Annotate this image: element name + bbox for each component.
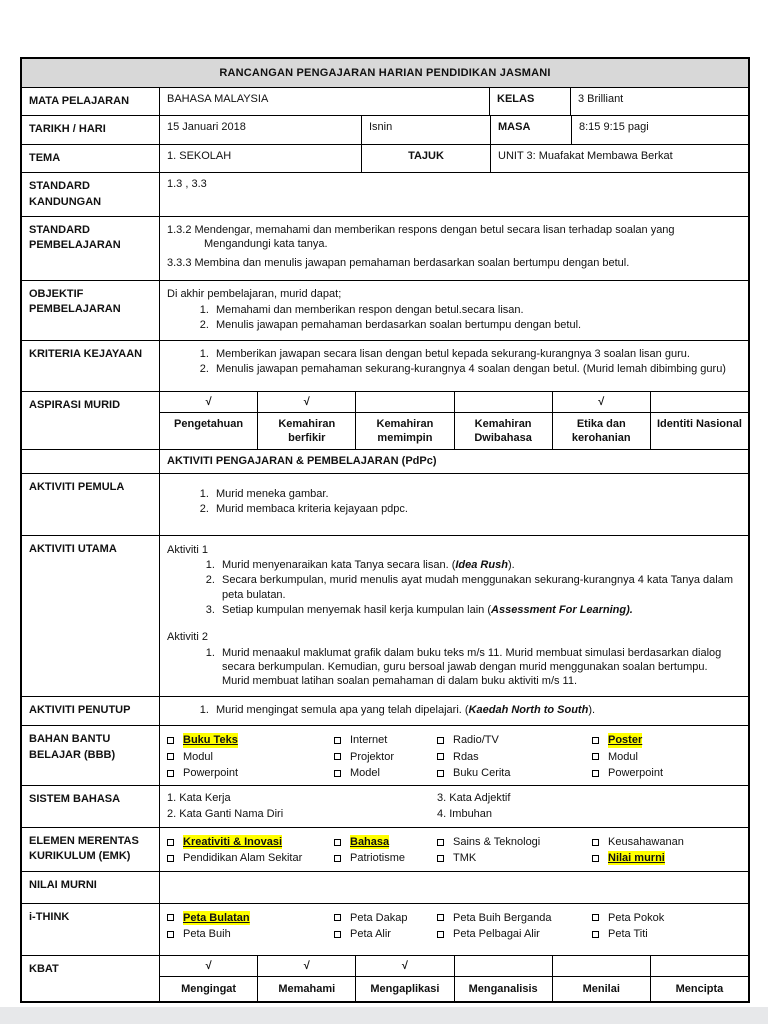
checkbox-label: TMK	[453, 852, 477, 865]
checkbox-icon	[334, 737, 341, 744]
tajuk-label: TAJUK	[361, 145, 490, 172]
checkbox-item	[585, 910, 748, 926]
row-objektif	[22, 281, 748, 341]
row-standard-pembelajaran	[22, 217, 748, 281]
standard-kandungan-label: STANDARD KANDUNGAN	[22, 173, 160, 216]
mata-pelajaran-label: MATA PELAJARAN	[22, 88, 160, 115]
checkbox-icon	[334, 931, 341, 938]
checkbox-icon	[334, 839, 341, 846]
row-aktiviti-pemula	[22, 474, 748, 536]
row-ithink	[22, 904, 748, 956]
checkbox-label: Peta Pelbagai Alir	[453, 927, 540, 940]
sistem-bahasa-col2	[430, 791, 748, 822]
checkbox-label: Model	[350, 767, 380, 779]
checkbox-item	[327, 926, 430, 942]
list-item: 1. Kata Kerja	[167, 792, 231, 805]
checkbox-label: Kreativiti & Inovasi	[183, 835, 283, 848]
checkbox-item	[585, 732, 748, 748]
row-aktiviti-penutup	[22, 697, 748, 726]
checkmark-icon	[552, 956, 650, 976]
ithink-column-3	[430, 910, 585, 951]
emphasis-text: Assessment For Learning).	[491, 603, 633, 616]
aspirasi-column-label: Pengetahuan	[174, 417, 244, 430]
list-item: 2. Menulis jawapan pemahaman sekurang-kurangnya 4 soalan dengan betul. (Murid lemah dibimbing guru)	[212, 362, 740, 376]
kriteria-value	[160, 341, 748, 391]
lesson-plan-table	[20, 57, 750, 1003]
checkbox-item	[585, 834, 748, 850]
tema-label: TEMA	[22, 145, 160, 172]
standard-pembelajaran-value	[160, 217, 748, 280]
nilai-murni-value	[160, 872, 748, 903]
row-emk	[22, 828, 748, 872]
row-pdpc-header	[22, 450, 748, 473]
tajuk-value: UNIT 3: Muafakat Membawa Berkat	[490, 145, 748, 172]
checkbox-icon	[334, 855, 341, 862]
checkbox-item	[430, 765, 585, 781]
emk-column-4	[585, 834, 748, 867]
list-item: 2. Menulis jawapan pemahaman berdasarkan soalan bertumpu dengan betul.	[212, 318, 740, 332]
checkbox-label: Peta Alir	[350, 927, 391, 940]
emk-column-1	[160, 834, 327, 867]
checkmark-icon	[454, 956, 552, 976]
checkbox-label: Internet	[350, 734, 388, 747]
kelas-label: KELAS	[489, 88, 570, 115]
page-bottom-gap	[0, 1007, 768, 1024]
kbat-column-label: Menganalisis	[454, 977, 552, 1001]
aspirasi-label: ASPIRASI MURID	[22, 392, 160, 450]
objektif-intro: Di akhir pembelajaran, murid dapat;	[167, 287, 342, 300]
checkbox-icon	[437, 914, 444, 921]
list-item: 2. Secara berkumpulan, murid menulis ayat mudah menggunakan sekurang-kurangnya 4 kata Tanya dalam peta bulatan.	[218, 573, 734, 602]
checkbox-label: Powerpoint	[183, 767, 239, 779]
ithink-column-1	[160, 910, 327, 951]
kbat-column-label: Mengingat	[181, 982, 237, 995]
mata-pelajaran-value: BAHASA MALAYSIA	[167, 93, 269, 105]
row-bahan-bantu-belajar	[22, 726, 748, 786]
checkbox-icon	[334, 770, 341, 777]
checkbox-label: Modul	[183, 750, 213, 763]
checkbox-item	[160, 732, 327, 748]
standard-kandungan-value: 1.3 , 3.3	[167, 178, 207, 191]
checkbox-label: Peta Dakap	[350, 911, 408, 924]
list-item: 1. Murid mengingat semula apa yang telah dipelajari. (Kaedah North to South).	[212, 703, 740, 717]
checkbox-item	[430, 926, 585, 942]
aspirasi-column-label: Etika dan kerohanian	[552, 413, 650, 450]
checkbox-icon	[592, 914, 599, 921]
checkbox-label: Peta Pokok	[608, 911, 665, 924]
checkbox-icon	[437, 737, 444, 744]
document-title: RANCANGAN PENGAJARAN HARIAN PENDIDIKAN JASMANI	[219, 66, 551, 79]
checkmark-icon: √	[355, 956, 453, 976]
checkmark-icon: √	[205, 959, 212, 972]
checkbox-icon	[592, 839, 599, 846]
checkbox-item	[327, 910, 430, 926]
checkbox-label: Bahasa	[350, 835, 390, 848]
checkbox-item	[160, 910, 327, 926]
checkbox-icon	[437, 931, 444, 938]
checkbox-label: Buku Cerita	[453, 767, 511, 779]
list-item: 1. Memahami dan memberikan respon dengan betul.secara lisan.	[212, 303, 740, 317]
checkbox-icon	[167, 855, 174, 862]
checkmark-icon	[650, 392, 748, 412]
checkbox-icon	[592, 753, 599, 760]
checkbox-icon	[437, 753, 444, 760]
checkbox-item	[430, 834, 585, 850]
emk-label: ELEMEN MERENTAS KURIKULUM (EMK)	[22, 828, 160, 871]
list-item: 1. Memberikan jawapan secara lisan dengan betul kepada sekurang-kurangnya 3 soalan lisan guru.	[212, 347, 740, 361]
checkbox-label: Peta Buih	[183, 927, 231, 940]
standard-item: 3.3.3 Membina dan menulis jawapan pemahaman berdasarkan soalan bertumpu dengan betul.	[167, 256, 630, 269]
list-item: 2. Kata Ganti Nama Diri	[167, 807, 284, 820]
kbat-column-label: Mencipta	[650, 977, 748, 1001]
masa-value: 8:15 9:15 pagi	[571, 116, 748, 143]
checkbox-item	[585, 850, 748, 866]
checkbox-item	[327, 850, 430, 866]
aspirasi-column-label: Kemahiran Dwibahasa	[454, 413, 552, 450]
list-item: 4. Imbuhan	[437, 807, 493, 820]
row-tarikh-hari	[22, 116, 748, 144]
checkbox-icon	[592, 737, 599, 744]
tarikh-value: 15 Januari 2018	[167, 121, 246, 134]
list-item: 3. Setiap kumpulan menyemak hasil kerja kumpulan lain (Assessment For Learning).	[218, 603, 734, 617]
bbb-column-1	[160, 732, 327, 781]
row-aktiviti-utama	[22, 536, 748, 698]
aktiviti2-title: Aktiviti 2	[167, 631, 208, 644]
checkbox-item	[430, 850, 585, 866]
checkbox-label: Nilai murni	[608, 852, 665, 865]
masa-label: MASA	[490, 116, 571, 143]
kbat-column-label: Mengaplikasi	[355, 977, 453, 1001]
checkbox-icon	[437, 770, 444, 777]
emk-column-3	[430, 834, 585, 867]
checkbox-icon	[437, 839, 444, 846]
checkmark-icon: √	[257, 392, 355, 412]
checkbox-icon	[592, 931, 599, 938]
checkbox-icon	[167, 770, 174, 777]
checkbox-item	[160, 926, 327, 942]
kelas-value: 3 Brilliant	[570, 88, 748, 115]
checkbox-item	[585, 749, 748, 765]
pdpc-header: AKTIVITI PENGAJARAN & PEMBELAJARAN (PdPc)	[167, 455, 437, 468]
aspirasi-column-label: Kemahiran memimpin	[355, 413, 453, 450]
checkmark-icon: √	[205, 395, 212, 408]
aktiviti-utama-label: AKTIVITI UTAMA	[22, 536, 160, 697]
checkmark-icon: √	[552, 392, 650, 412]
kbat-label: KBAT	[22, 956, 160, 1001]
row-sistem-bahasa	[22, 786, 748, 828]
checkbox-icon	[167, 839, 174, 846]
checkbox-label: Radio/TV	[453, 734, 499, 747]
checkbox-item	[430, 732, 585, 748]
bbb-column-4	[585, 732, 748, 781]
kriteria-label: KRITERIA KEJAYAAN	[22, 341, 160, 391]
tarikh-label: TARIKH / HARI	[22, 116, 160, 143]
checkmark-icon	[650, 956, 748, 976]
checkbox-item	[585, 765, 748, 781]
checkbox-item	[430, 910, 585, 926]
checkbox-item	[585, 926, 748, 942]
checkbox-label: Buku Teks	[183, 734, 238, 747]
checkbox-icon	[334, 753, 341, 760]
aktiviti1-title: Aktiviti 1	[167, 543, 208, 556]
checkbox-icon	[592, 770, 599, 777]
list-item: 3. Kata Adjektif	[437, 792, 511, 805]
checkbox-item	[327, 834, 430, 850]
checkbox-label: Patriotisme	[350, 852, 406, 865]
list-item: 2. Murid membaca kriteria kejayaan pdpc.	[212, 502, 740, 516]
checkbox-label: Peta Titi	[608, 927, 648, 940]
row-aspirasi-murid	[22, 392, 748, 451]
aktiviti-pemula-label: AKTIVITI PEMULA	[22, 474, 160, 535]
checkbox-item	[327, 732, 430, 748]
checkbox-label: Modul	[608, 750, 638, 763]
ithink-column-2	[327, 910, 430, 951]
emphasis-text: Idea Rush	[455, 559, 508, 572]
checkbox-label: Peta Bulatan	[183, 911, 250, 924]
standard-item: 1.3.2 Mendengar, memahami dan memberikan respons dengan betul secara lisan terhadap soalan yang Mengandungi kata tanya.	[167, 223, 675, 251]
emk-column-2	[327, 834, 430, 867]
aspirasi-column-label: Identiti Nasional	[650, 413, 748, 450]
checkmark-icon	[454, 392, 552, 412]
sistem-bahasa-col1	[160, 791, 430, 822]
nilai-murni-label: NILAI MURNI	[22, 872, 160, 903]
tema-value: 1. SEKOLAH	[167, 149, 232, 162]
checkbox-icon	[334, 914, 341, 921]
sistem-bahasa-label: SISTEM BAHASA	[22, 786, 160, 827]
aktiviti-penutup-label: AKTIVITI PENUTUP	[22, 697, 160, 725]
checkbox-label: Poster	[608, 734, 643, 747]
checkmark-icon: √	[257, 956, 355, 976]
kbat-label-row	[160, 977, 748, 1001]
checkbox-label: Peta Buih Berganda	[453, 911, 552, 924]
row-tema-tajuk	[22, 145, 748, 173]
checkbox-icon	[167, 753, 174, 760]
row-nilai-murni	[22, 872, 748, 904]
kbat-column-label: Memahami	[257, 977, 355, 1001]
row-kbat	[22, 956, 748, 1001]
list-item: 1. Murid meneka gambar.	[212, 487, 740, 501]
checkbox-item	[327, 749, 430, 765]
checkmark-icon	[355, 392, 453, 412]
ithink-label: i-THINK	[22, 904, 160, 955]
aspirasi-column-label: Kemahiran berfikir	[257, 413, 355, 450]
checkbox-label: Pendidikan Alam Sekitar	[183, 852, 303, 865]
checkbox-item	[327, 765, 430, 781]
aspirasi-check-row	[160, 392, 748, 413]
checkbox-item	[160, 834, 327, 850]
list-item: 1. Murid menyenaraikan kata Tanya secara lisan. (Idea Rush).	[218, 558, 734, 572]
checkbox-item	[160, 850, 327, 866]
kbat-column-label: Menilai	[552, 977, 650, 1001]
row-kriteria-kejayaan	[22, 341, 748, 392]
row-standard-kandungan	[22, 173, 748, 217]
checkbox-label: Projektor	[350, 750, 395, 763]
checkbox-icon	[167, 931, 174, 938]
pdpc-empty-label	[22, 450, 160, 472]
standard-pembelajaran-label: STANDARD PEMBELAJARAN	[22, 217, 160, 280]
checkbox-label: Keusahawanan	[608, 835, 684, 848]
bbb-column-3	[430, 732, 585, 781]
kbat-check-row	[160, 956, 748, 977]
checkbox-item	[160, 749, 327, 765]
checkbox-item	[160, 765, 327, 781]
list-item: 1. Murid menaakul maklumat grafik dalam buku teks m/s 11. Murid membuat simulasi berdasarkan dialog secara berkumpulan. Kemudian, guru bersoal jawab dengan murid menggunakan soalan bertumpu. Murid membuat latihan soalan pemahaman di dalam buku aktiviti m/s 11.	[218, 646, 734, 689]
checkbox-item	[430, 749, 585, 765]
checkbox-label: Sains & Teknologi	[453, 835, 541, 848]
bbb-column-2	[327, 732, 430, 781]
bbb-label: BAHAN BANTU BELAJAR (BBB)	[22, 726, 160, 785]
checkbox-icon	[437, 855, 444, 862]
checkbox-icon	[167, 914, 174, 921]
ithink-column-4	[585, 910, 748, 951]
checkbox-label: Rdas	[453, 750, 479, 763]
document-title-row	[22, 59, 748, 88]
objektif-value	[160, 281, 748, 340]
objektif-label: OBJEKTIF PEMBELAJARAN	[22, 281, 160, 340]
checkbox-icon	[592, 855, 599, 862]
hari-value: Isnin	[361, 116, 490, 143]
aspirasi-label-row	[160, 413, 748, 450]
row-mata-pelajaran	[22, 88, 748, 116]
checkbox-label: Powerpoint	[608, 767, 664, 779]
emphasis-text: Kaedah North to South	[468, 704, 589, 717]
checkbox-icon	[167, 737, 174, 744]
